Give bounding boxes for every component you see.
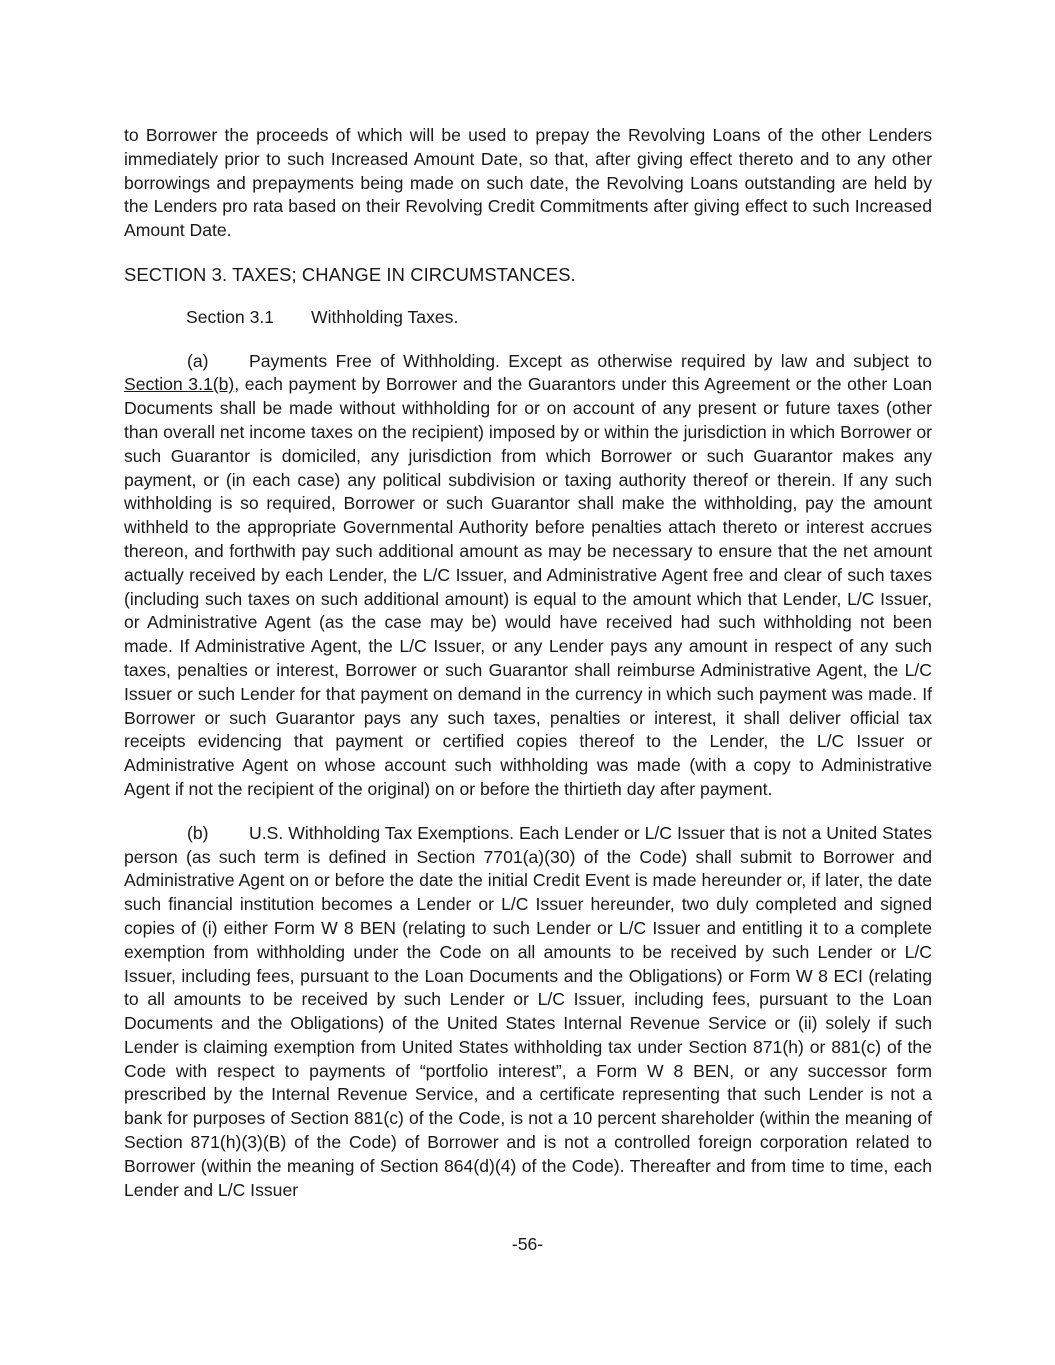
continuation-paragraph: to Borrower the proceeds of which will be used to prepay the Revolving Loans of the other Lenders immediately prior to such Increased Amount Date, so that, after giving effect thereto and to any other borrowings and prepayments being made on such date, the Revolving Loans outstanding are held by the Lenders pro rata based on their Revolving Credit Commitments after giving effect to such Increased Amount Date. <box>124 125 932 241</box>
paragraph-b-heading: U.S. Withholding Tax Exemptions. <box>249 822 515 843</box>
section-heading: SECTION 3. TAXES; CHANGE IN CIRCUMSTANCES. <box>124 263 576 285</box>
paragraph-b <box>124 822 932 1203</box>
paragraph-a-lead: Except as otherwise required by law and subject to <box>499 350 933 371</box>
paragraph-a-heading: Payments Free of Withholding. <box>249 350 500 371</box>
subsection-heading <box>124 306 932 330</box>
paragraph-a-label: (a) <box>187 350 209 371</box>
document-page <box>124 124 932 1202</box>
paragraph-b-body: Each Lender or L/C Issuer that is not a United States person (as such term is defined in Section 7701(a)(30) of the Code) shall submit to Borrower and Administrative Agent on or before the date the initial Credit Event is made hereunder or, if later, the date such financial institution becomes a Lender or L/C Issuer hereunder, two duly completed and signed copies of (i) either Form W 8 BEN (relating to such Lender or L/C Issuer and entitling it to a complete exemption from withholding under the Code on all amounts to be received by such Lender or L/C Issuer, including fees, pursuant to the Loan Documents and the Obligations) or Form W 8 ECI (relating to all amounts to be received by such Lender or L/C Issuer, including fees, pursuant to the Loan Documents and the Obligations) of the United States Internal Revenue Service or (ii) solely if such Lender is claiming exemption from United States withholding tax under Section 871(h) or 881(c) of the Code with respect to payments of “portfolio interest”, a Form W 8 BEN, or any successor form prescribed by the Internal Revenue Service, and a certificate representing that such Lender is not a bank for purposes of Section 881(c) of the Code, is not a 10 percent shareholder (within the meaning of Section 871(h)(3)(B) of the Code) of Borrower and is not a controlled foreign corporation related to Borrower (within the meaning of Section 864(d)(4) of the Code). Thereafter and from time to time, each Lender and L/C Issuer <box>124 822 932 1200</box>
section-reference-link[interactable]: Section 3.1(b) <box>124 374 235 395</box>
paragraph-a <box>124 350 932 802</box>
page-number: -56- <box>511 1234 544 1254</box>
paragraph-a-body: , each payment by Borrower and the Guarantors under this Agreement or the other Loan Documents shall be made without withholding for or on account of any present or future taxes (other than overall net income taxes on the recipient) imposed by or within the jurisdiction in which Borrower or such Guarantor is domiciled, any jurisdiction from which Borrower or such Guarantor makes any payment, or (in each case) any political subdivision or taxing authority thereof or therein. If any such withholding is so required, Borrower or such Guarantor shall make the withholding, pay the amount withheld to the appropriate Governmental Authority before penalties attach thereto or interest accrues thereon, and forthwith pay such additional amount as may be necessary to ensure that the net amount actually received by each Lender, the L/C Issuer, and Administrative Agent free and clear of such taxes (including such taxes on such additional amount) is equal to the amount which that Lender, L/C Issuer, or Administrative Agent (as the case may be) would have received had such withholding not been made. If Administrative Agent, the L/C Issuer, or any Lender pays any amount in respect of any such taxes, penalties or interest, Borrower or such Guarantor shall reimburse Administrative Agent, the L/C Issuer or such Lender for that payment on demand in the currency in which such payment was made. If Borrower or such Guarantor pays any such taxes, penalties or interest, it shall deliver official tax receipts evidencing that payment or certified copies thereof to the Lender, the L/C Issuer or Administrative Agent on whose account such withholding was made (with a copy to Administrative Agent if not the recipient of the original) on or before the thirtieth day after payment. <box>124 374 932 799</box>
subsection-number: Section 3.1 <box>186 306 275 327</box>
paragraph-b-label: (b) <box>187 822 209 843</box>
subsection-title: Withholding Taxes. <box>311 306 459 327</box>
